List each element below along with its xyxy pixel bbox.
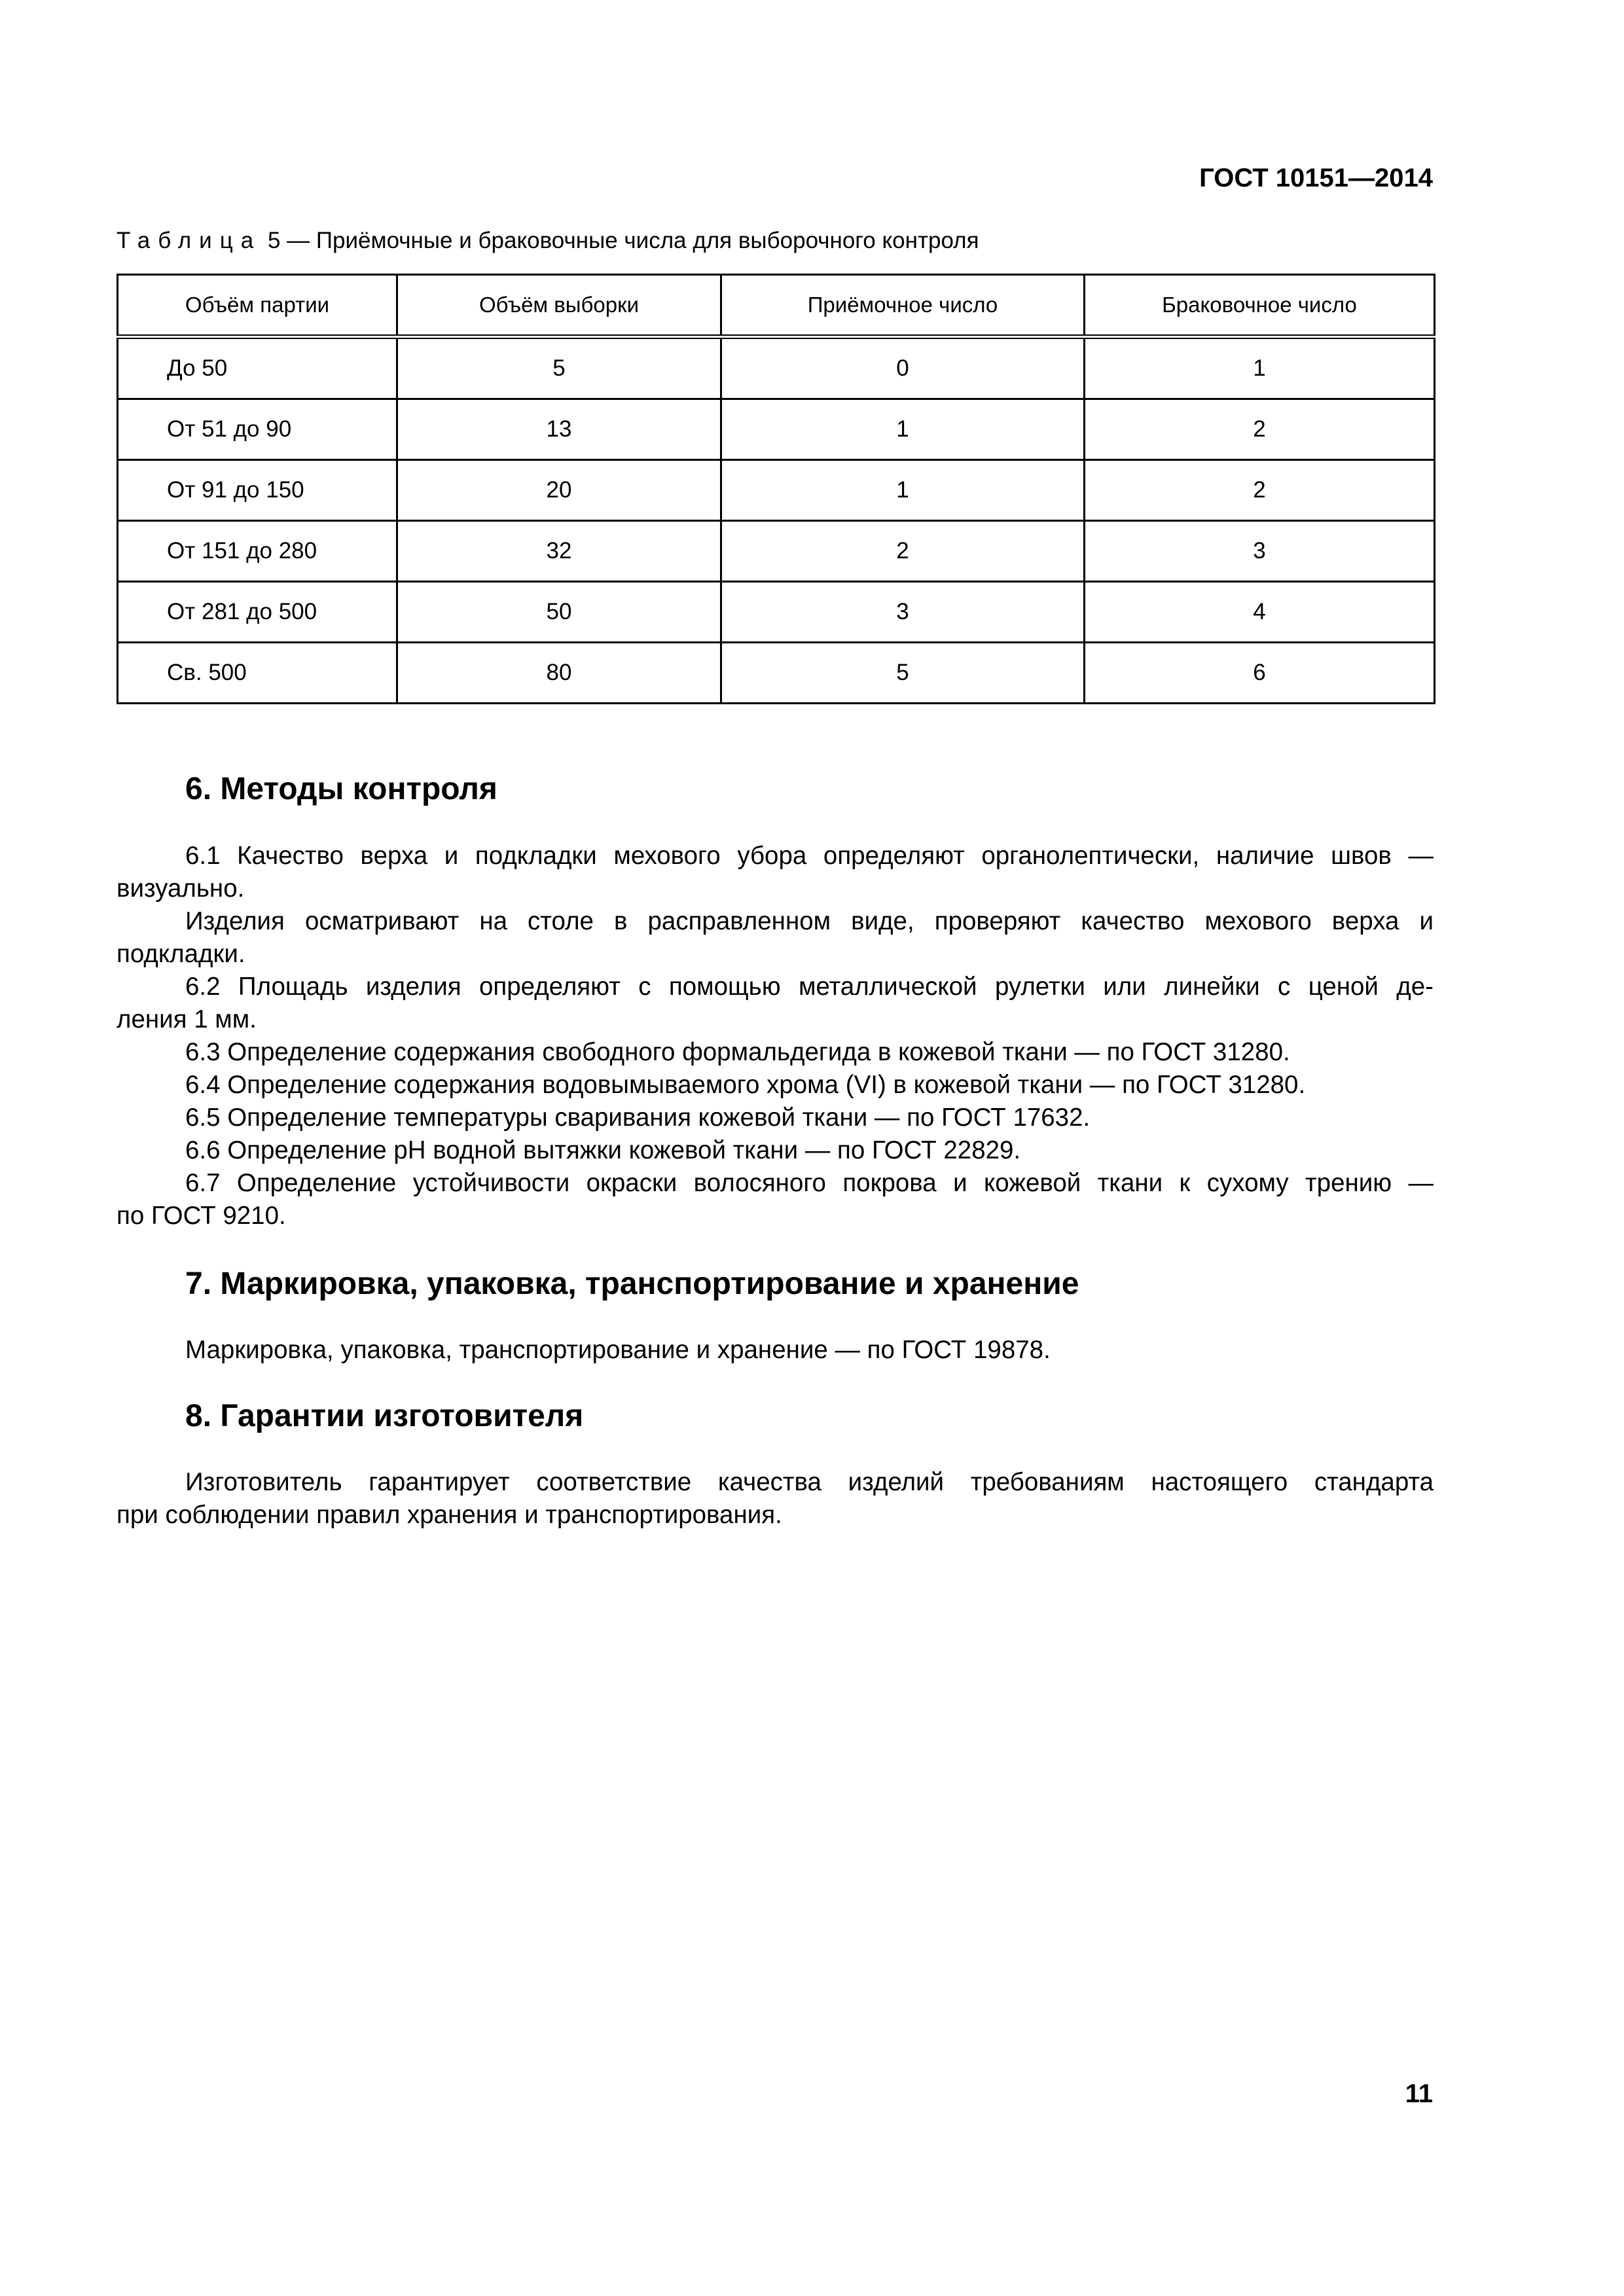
- table-cell: До 50: [118, 337, 397, 399]
- table-cell: 50: [397, 582, 721, 643]
- table-row: [118, 643, 1435, 704]
- paragraph-6-3: 6.3 Определение содержания свободного формальдегида в кожевой ткани — по ГОСТ 31280.: [185, 1038, 1290, 1066]
- table-cell: 1: [1085, 337, 1435, 399]
- section-8-body: [117, 1466, 1434, 1532]
- table-caption: [117, 228, 979, 254]
- table-row: [118, 582, 1435, 643]
- table-cell: 80: [397, 643, 721, 704]
- section-8-heading: 8. Гарантии изготовителя: [185, 1399, 584, 1433]
- section-7-heading: 7. Маркировка, упаковка, транспортирование и хранение: [185, 1266, 1079, 1301]
- table-row: [118, 399, 1435, 460]
- table-cell: От 51 до 90: [118, 399, 397, 460]
- paragraph-6-7-line2: по ГОСТ 9210.: [117, 1202, 286, 1230]
- paragraph-6-6: 6.6 Определение pH водной вытяжки кожевой ткани — по ГОСТ 22829.: [185, 1136, 1021, 1164]
- table-cell: 1: [721, 460, 1085, 521]
- paragraph-8-line2: при соблюдении правил хранения и транспортирования.: [117, 1501, 782, 1529]
- paragraph-6-5: 6.5 Определение температуры сваривания кожевой ткани — по ГОСТ 17632.: [185, 1103, 1091, 1132]
- column-header: Объём партии: [118, 275, 397, 337]
- paragraph-6-1-line1: 6.1 Качество верха и подкладки мехового убора определяют органолептически, наличие швов —: [185, 842, 1434, 870]
- table-cell: 4: [1085, 582, 1435, 643]
- paragraph-6-1-line2: визуально.: [117, 874, 245, 903]
- section-6-heading: 6. Методы контроля: [185, 772, 497, 806]
- paragraph-7: Маркировка, упаковка, транспортирование и хранение — по ГОСТ 19878.: [185, 1336, 1051, 1364]
- table-cell: 3: [721, 582, 1085, 643]
- table-cell: 6: [1085, 643, 1435, 704]
- table-cell: 32: [397, 521, 721, 582]
- standard-code: ГОСТ 10151—2014: [1199, 164, 1433, 192]
- table-cell: От 91 до 150: [118, 460, 397, 521]
- paragraph-6-2-line2: ления 1 мм.: [117, 1005, 257, 1033]
- table-cell: 0: [721, 337, 1085, 399]
- column-header: Объём выборки: [397, 275, 721, 337]
- paragraph-6-7-line1: 6.7 Определение устойчивости окраски волосяного покрова и кожевой ткани к сухому трению —: [185, 1169, 1434, 1197]
- column-header: Браковочное число: [1085, 275, 1435, 337]
- paragraph-products-line2: подкладки.: [117, 940, 245, 968]
- section-6-body: [117, 840, 1434, 1232]
- table-cell: Св. 500: [118, 643, 397, 704]
- table-cell: 5: [721, 643, 1085, 704]
- table-cell: 1: [721, 399, 1085, 460]
- table-caption-label: Таблица: [117, 228, 262, 253]
- paragraph-6-4: 6.4 Определение содержания водовымываемого хрома (VI) в кожевой ткани — по ГОСТ 31280.: [185, 1071, 1306, 1099]
- table-row: [118, 521, 1435, 582]
- table-cell: 20: [397, 460, 721, 521]
- column-header: Приёмочное число: [721, 275, 1085, 337]
- table-cell: 2: [721, 521, 1085, 582]
- table-cell: От 281 до 500: [118, 582, 397, 643]
- paragraph-6-2-line1: 6.2 Площадь изделия определяют с помощью металлической рулетки или линейки с ценой де-: [185, 973, 1434, 1001]
- acceptance-table: [117, 274, 1435, 704]
- section-7-body: [117, 1334, 1434, 1367]
- table-cell: 13: [397, 399, 721, 460]
- table-row: [118, 460, 1435, 521]
- paragraph-8-line1: Изготовитель гарантирует соответствие качества изделий требованиям настоящего стандарта: [185, 1468, 1434, 1496]
- table-cell: 2: [1085, 460, 1435, 521]
- table-row: [118, 337, 1435, 399]
- table-cell: 3: [1085, 521, 1435, 582]
- table-cell: 2: [1085, 399, 1435, 460]
- table-caption-text: 5 — Приёмочные и браковочные числа для выборочного контроля: [267, 228, 979, 253]
- table-header-row: [118, 275, 1435, 337]
- table-cell: От 151 до 280: [118, 521, 397, 582]
- table-cell: 5: [397, 337, 721, 399]
- paragraph-products-line1: Изделия осматривают на столе в расправленном виде, проверяют качество мехового верха и: [185, 907, 1434, 935]
- page-number: 11: [1405, 2079, 1433, 2108]
